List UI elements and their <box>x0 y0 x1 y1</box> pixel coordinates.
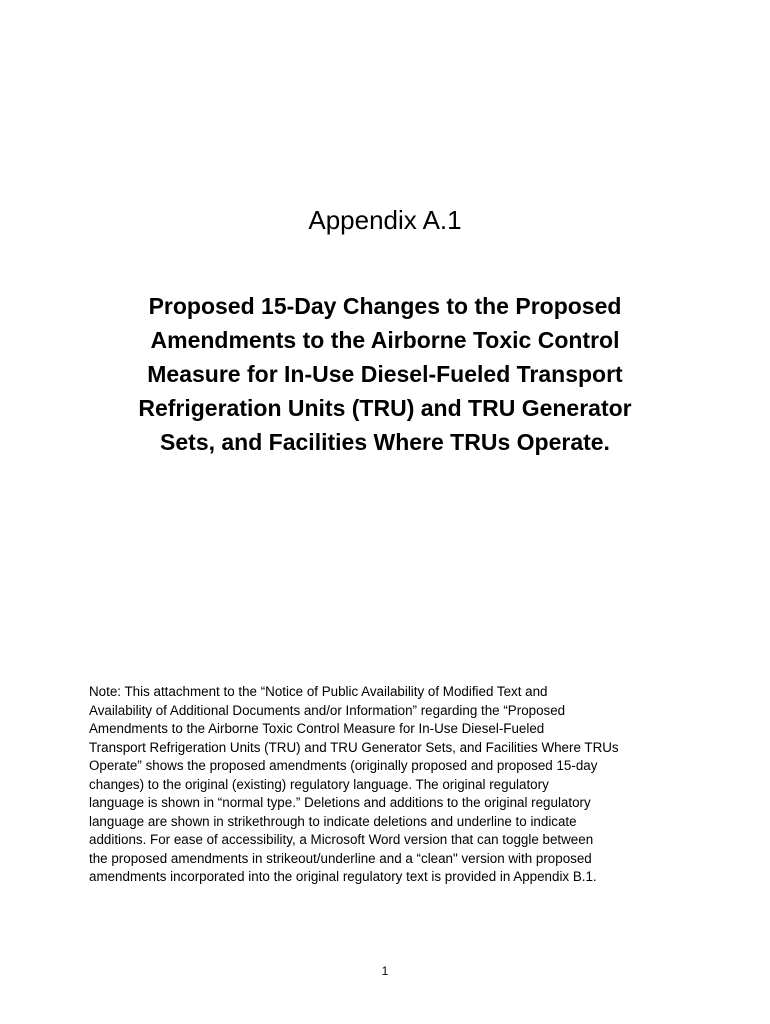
title-line: Refrigeration Units (TRU) and TRU Generator <box>138 395 632 421</box>
note-line: Availability of Additional Documents and/or Information” regarding the “Proposed <box>89 702 566 718</box>
note-line: Transport Refrigeration Units (TRU) and TRU Generator Sets, and Facilities Where TRUs <box>89 739 619 755</box>
note-line: amendments incorporated into the original regulatory text is provided in Appendix B.1. <box>89 869 597 884</box>
note-line: Amendments to the Airborne Toxic Control Measure for In-Use Diesel-Fueled <box>89 721 545 736</box>
note-line: language are shown in strikethrough to indicate deletions and underline to indicate <box>89 813 577 829</box>
note-line: Operate” shows the proposed amendments (originally proposed and proposed 15-day <box>89 758 598 773</box>
page-number: 1 <box>381 964 389 978</box>
title-line: Measure for In-Use Diesel-Fueled Transport <box>147 361 623 387</box>
note-line: language is shown in “normal type.” Deletions and additions to the original regulatory <box>89 795 591 810</box>
note-paragraph <box>89 683 689 887</box>
note-line: additions. For ease of accessibility, a Microsoft Word version that can toggle between <box>89 832 594 847</box>
note-line: Note: This attachment to the “Notice of Public Availability of Modified Text and <box>89 684 548 699</box>
appendix-heading: Appendix A.1 <box>308 205 462 235</box>
document-title <box>0 289 770 459</box>
title-line: Amendments to the Airborne Toxic Control <box>150 327 620 353</box>
note-line: changes) to the original (existing) regulatory language. The original regulatory <box>89 776 549 792</box>
title-line: Proposed 15-Day Changes to the Proposed <box>148 293 622 319</box>
note-line: the proposed amendments in strikeout/underline and a “clean" version with proposed <box>89 850 592 866</box>
title-line: Sets, and Facilities Where TRUs Operate. <box>160 429 610 455</box>
